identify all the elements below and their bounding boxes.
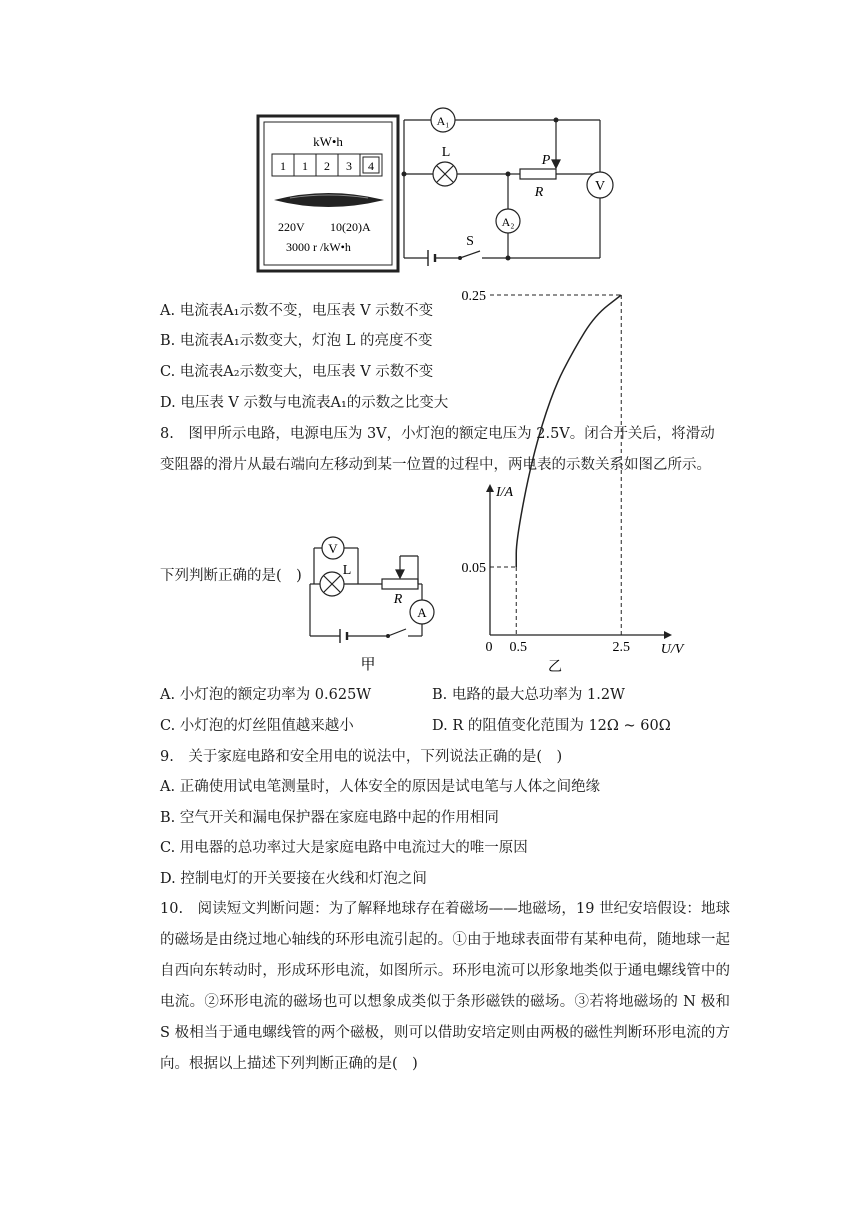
meter-rating-current: 10(20)A <box>330 220 371 234</box>
voltmeter-label: V <box>594 179 606 194</box>
jia-rheostat-label: R <box>393 592 403 607</box>
x-tick-label: 0.5 <box>509 640 527 655</box>
jia-lamp-label: L <box>342 563 352 578</box>
jia-caption: 甲 <box>360 657 376 673</box>
q7-option-d: D. 电压表 V 示数与电流表A₁的示数之比变大 <box>160 395 449 411</box>
jia-voltmeter-label: V <box>328 541 338 556</box>
q8-stem-line1: 8. 图甲所示电路，电源电压为 3V，小灯泡的额定电压为 2.5V。闭合开关后，将滑动 <box>160 426 715 442</box>
x-tick-label: 2.5 <box>612 640 630 655</box>
meter-circuit-figure <box>250 108 620 273</box>
q10-paragraph: 10. 阅读短文判断问题：为了解释地球存在着磁场——地磁场，19 世纪安培假设：地球的磁场是由绕过地心轴线的环形电流引起的。①由于地球表面带有某种电荷，随地球一起自西向东转动时，形成环形电流，如图所示。环形电流可以形象地类似于通电螺线管中的电流。②环形电流的磁场也可以想象成类似于条形磁铁的磁场。③若将地磁场的 N 极和 S 极相当于通电螺线管的两个磁极，则可以借助安培定则由两极的磁性判断环形电流的方向。根据以上描述下列判断正确的是( ) <box>160 901 730 1072</box>
q8-stem-line2: 变阻器的滑片从最右端向左移动到某一位置的过程中，两电表的示数关系如图乙所示。 <box>160 457 711 473</box>
q7-option-c: C. 电流表A₂示数变大，电压表 V 示数不变 <box>160 364 434 380</box>
q8-option-d: D. R 的阻值变化范围为 12Ω ~ 60Ω <box>432 718 671 734</box>
y-axis-label: I/A <box>496 485 514 500</box>
energy-meter <box>258 116 398 271</box>
meter-digit: 2 <box>324 159 330 173</box>
q9-option-d: D. 控制电灯的开关要接在火线和灯泡之间 <box>160 871 427 887</box>
q9-stem: 9. 关于家庭电路和安全用电的说法中，下列说法正确的是( ) <box>160 749 563 765</box>
q8-circuit-jia <box>300 532 440 677</box>
graph-caption: 乙 <box>548 660 562 675</box>
lamp-label: L <box>441 145 451 160</box>
q9-option-c: C. 用电器的总功率过大是家庭电路中电流过大的唯一原因 <box>160 840 528 856</box>
q7-option-a: A. 电流表A₁示数不变，电压表 V 示数不变 <box>160 303 434 319</box>
x-axis-label: U/V <box>660 642 684 657</box>
meter-rev-constant: 3000 r /kW•h <box>286 240 351 254</box>
jia-ammeter-label: A <box>417 605 427 620</box>
q8-graph-yi <box>450 289 690 678</box>
a1-label: A₁ <box>436 114 450 128</box>
origin-label: 0 <box>485 640 493 655</box>
q8-option-a: A. 小灯泡的额定功率为 0.625W <box>160 687 372 703</box>
y-tick-label: 0.05 <box>461 561 486 576</box>
rheostat-label: R <box>534 185 544 200</box>
x-axis-arrow <box>664 631 672 639</box>
meter-digit: 4 <box>368 159 374 173</box>
q9-option-b: B. 空气开关和漏电保护器在家庭电路中起的作用相同 <box>160 810 499 826</box>
slider-label: P <box>541 153 551 168</box>
q9-option-a: A. 正确使用试电笔测量时，人体安全的原因是试电笔与人体之间绝缘 <box>160 779 601 795</box>
y-tick-label: 0.25 <box>461 289 486 304</box>
meter-unit: kW•h <box>313 134 343 149</box>
a2-label: A₂ <box>501 215 515 229</box>
q8-stem-line3: 下列判断正确的是( ) <box>160 568 302 584</box>
meter-digit: 3 <box>346 159 352 173</box>
y-axis-arrow <box>486 484 494 492</box>
meter-rating-voltage: 220V <box>278 220 305 234</box>
q7-option-b: B. 电流表A₁示数变大，灯泡 L 的亮度不变 <box>160 333 433 349</box>
meter-digit: 1 <box>280 159 286 173</box>
meter-digit: 1 <box>302 159 308 173</box>
q8-option-b: B. 电路的最大总功率为 1.2W <box>432 687 625 703</box>
top-circuit <box>404 108 613 266</box>
q8-option-c: C. 小灯泡的灯丝阻值越来越小 <box>160 718 354 734</box>
switch-label: S <box>466 234 474 249</box>
